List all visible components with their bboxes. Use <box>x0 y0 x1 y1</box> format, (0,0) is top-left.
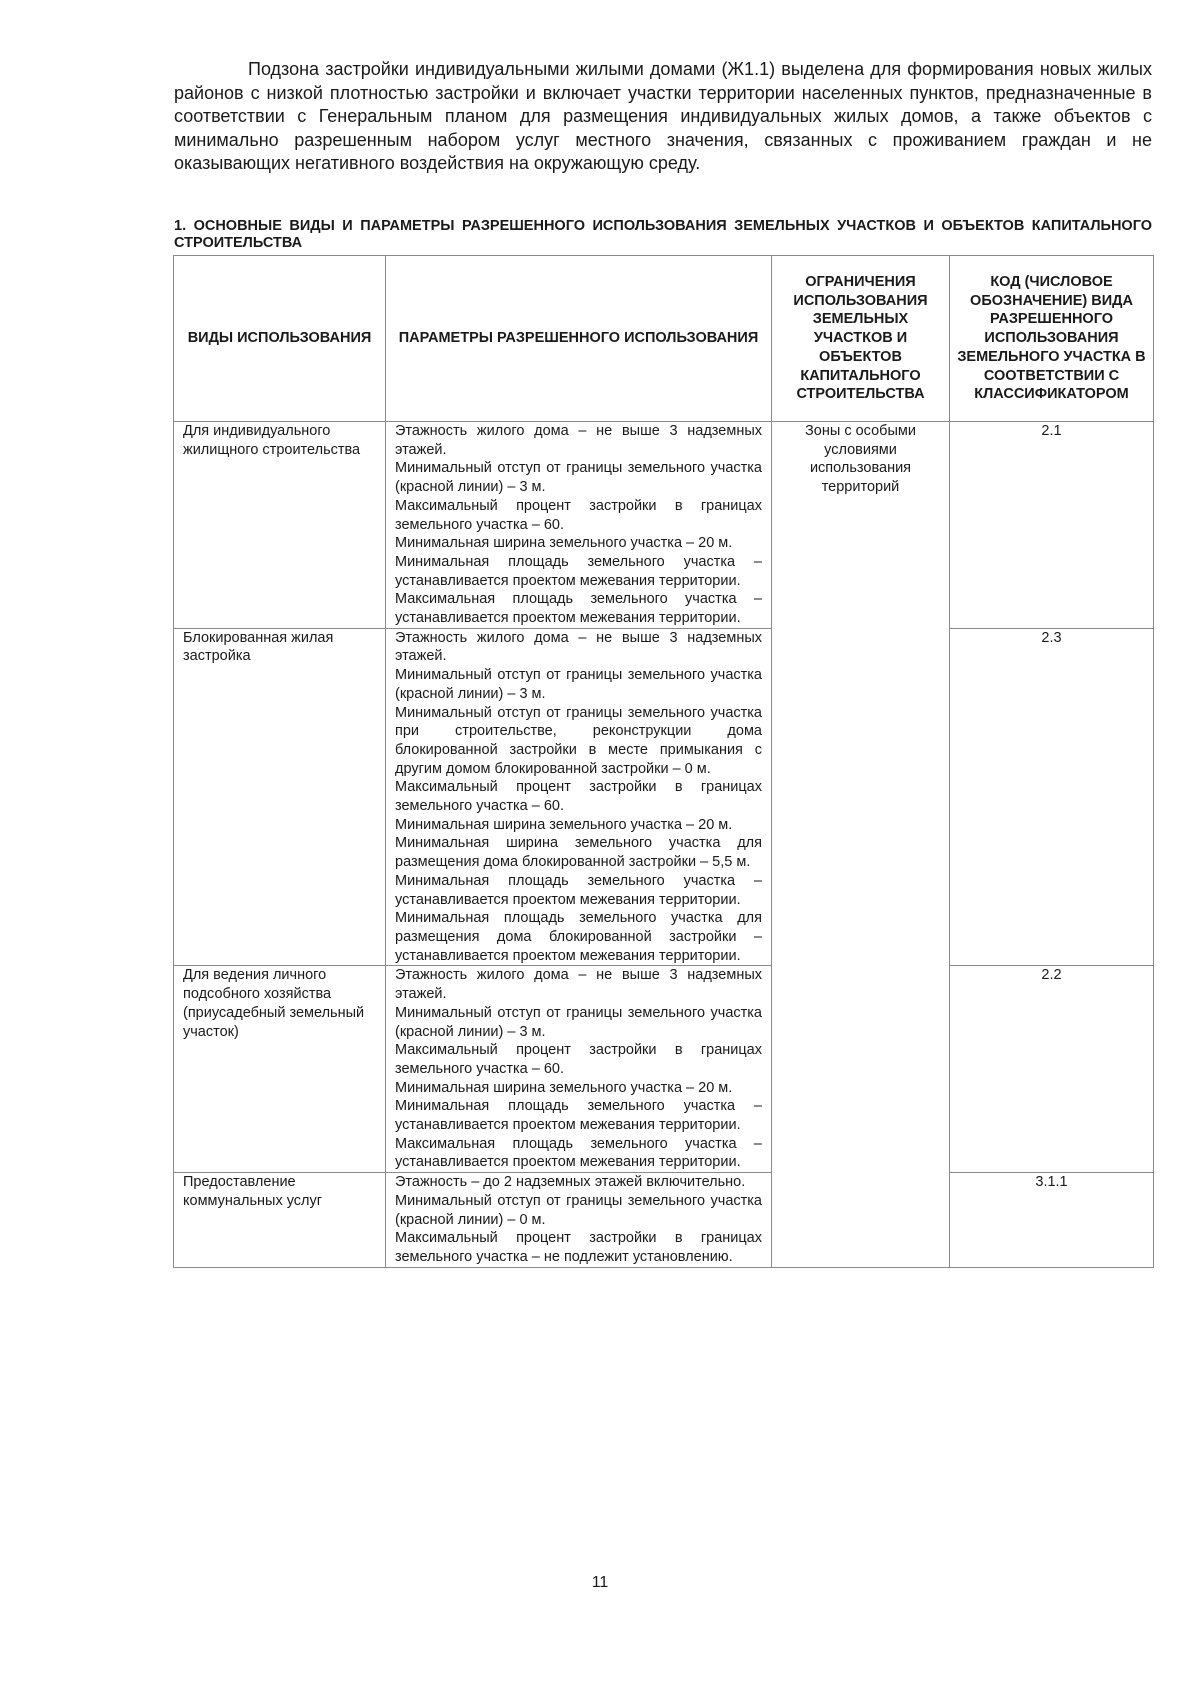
usage-type-cell: Блокированная жилая застройка <box>174 628 386 966</box>
usage-type-cell: Предоставление коммунальных услуг <box>174 1173 386 1268</box>
intro-paragraph: Подзона застройки индивидуальными жилыми домами (Ж1.1) выделена для формирования новых жилых районов с низкой плотностью застройки и включает участки территории населенных пунктов, предназначенные в соответствии с Генеральным планом для размещения индивидуальных жилых домов, а также объектов с минимально разрешенным набором услуг местного значения, связанных с проживанием граждан и не оказывающих негативного воздействия на окружающую среду. <box>174 59 1152 173</box>
parameter-item: Минимальный отступ от границы земельного участка (красной линии) – 3 м. <box>395 667 762 702</box>
parameter-item: Минимальная ширина земельного участка – 20 м. <box>395 535 733 552</box>
parameter-item: Максимальный процент застройки в границах земельного участка – 60. <box>395 1042 762 1077</box>
parameter-item: Минимальный отступ от границы земельного участка при строительстве, реконструкции дома блокированной застройки в месте примыкания с другим домом блокированной застройки – 0 м. <box>395 704 762 777</box>
parameter-item: Минимальный отступ от границы земельного участка (красной линии) – 0 м. <box>395 1192 762 1228</box>
table-row <box>174 1173 1154 1268</box>
land-use-table <box>173 255 1154 1268</box>
header-classifier-code: КОД (ЧИСЛОВОЕ ОБОЗНАЧЕНИЕ) ВИДА РАЗРЕШЕННОГО ИСПОЛЬЗОВАНИЯ ЗЕМЕЛЬНОГО УЧАСТКА В СООТВЕТСТВИИ С КЛАССИФИКАТОРОМ <box>950 256 1154 422</box>
parameter-item: Максимальный процент застройки в границах земельного участка – 60. <box>395 779 762 815</box>
parameter-item: Этажность жилого дома – не выше 3 надземных этажей. <box>395 423 762 458</box>
parameter-item: Максимальная площадь земельного участка – устанавливается проектом межевания территории. <box>395 1135 762 1171</box>
parameter-item: Минимальная площадь земельного участка – устанавливается проектом межевания территории. <box>395 872 762 908</box>
header-restrictions: ОГРАНИЧЕНИЯ ИСПОЛЬЗОВАНИЯ ЗЕМЕЛЬНЫХ УЧАСТКОВ И ОБЪЕКТОВ КАПИТАЛЬНОГО СТРОИТЕЛЬСТВА <box>772 256 950 422</box>
parameter-item: Этажность жилого дома – не выше 3 надземных этажей. <box>395 629 762 665</box>
parameter-item: Этажность жилого дома – не выше 3 надземных этажей. <box>395 967 762 1003</box>
parameter-item: Минимальный отступ от границы земельного участка (красной линии) – 3 м. <box>395 460 762 496</box>
classifier-code-cell: 3.1.1 <box>950 1173 1154 1268</box>
header-parameters: ПАРАМЕТРЫ РАЗРЕШЕННОГО ИСПОЛЬЗОВАНИЯ <box>386 256 772 422</box>
classifier-code-cell: 2.1 <box>950 422 1154 629</box>
parameter-item: Минимальная ширина земельного участка – 20 м. <box>395 816 733 833</box>
restrictions-cell: Зоны с особыми условиями использования территорий <box>772 422 950 1268</box>
parameter-item: Минимальная площадь земельного участка – устанавливается проектом межевания территории. <box>395 553 762 589</box>
parameter-item: Максимальный процент застройки в границах земельного участка – не подлежит установлению. <box>395 1230 762 1265</box>
parameters-cell <box>386 628 772 966</box>
parameter-item: Минимальная площадь земельного участка для размещения дома блокированной застройки – устанавливается проектом межевания территории. <box>395 910 762 964</box>
table-row <box>174 628 1154 966</box>
parameter-item: Максимальная площадь земельного участка – устанавливается проектом межевания территории. <box>395 591 762 627</box>
header-usage-types: ВИДЫ ИСПОЛЬЗОВАНИЯ <box>174 256 386 422</box>
parameter-item: Этажность – до 2 надземных этажей включительно. <box>395 1174 746 1191</box>
parameter-item: Максимальный процент застройки в границах земельного участка – 60. <box>395 497 762 533</box>
parameters-cell <box>386 422 772 629</box>
parameter-item: Минимальная ширина земельного участка – 20 м. <box>395 1079 733 1096</box>
table-header-row <box>174 256 1154 422</box>
usage-type-cell: Для индивидуального жилищного строительства <box>174 422 386 629</box>
section-title: 1. ОСНОВНЫЕ ВИДЫ И ПАРАМЕТРЫ РАЗРЕШЕННОГО ИСПОЛЬЗОВАНИЯ ЗЕМЕЛЬНЫХ УЧАСТКОВ И ОБЪЕКТОВ КАПИТАЛЬНОГО СТРОИТЕЛЬСТВА <box>174 218 1152 251</box>
classifier-code-cell: 2.2 <box>950 966 1154 1173</box>
parameter-item: Минимальная площадь земельного участка – устанавливается проектом межевания территории. <box>395 1098 762 1134</box>
usage-type-cell: Для ведения личного подсобного хозяйства (приусадебный земельный участок) <box>174 966 386 1173</box>
table-row <box>174 966 1154 1173</box>
table-row <box>174 422 1154 629</box>
parameters-cell <box>386 966 772 1173</box>
classifier-code-cell: 2.3 <box>950 628 1154 966</box>
parameter-item: Минимальный отступ от границы земельного участка (красной линии) – 3 м. <box>395 1004 762 1040</box>
parameter-item: Минимальная ширина земельного участка для размещения дома блокированной застройки – 5,5 м. <box>395 835 762 871</box>
page-number: 11 <box>591 1574 609 1591</box>
parameters-cell <box>386 1173 772 1268</box>
